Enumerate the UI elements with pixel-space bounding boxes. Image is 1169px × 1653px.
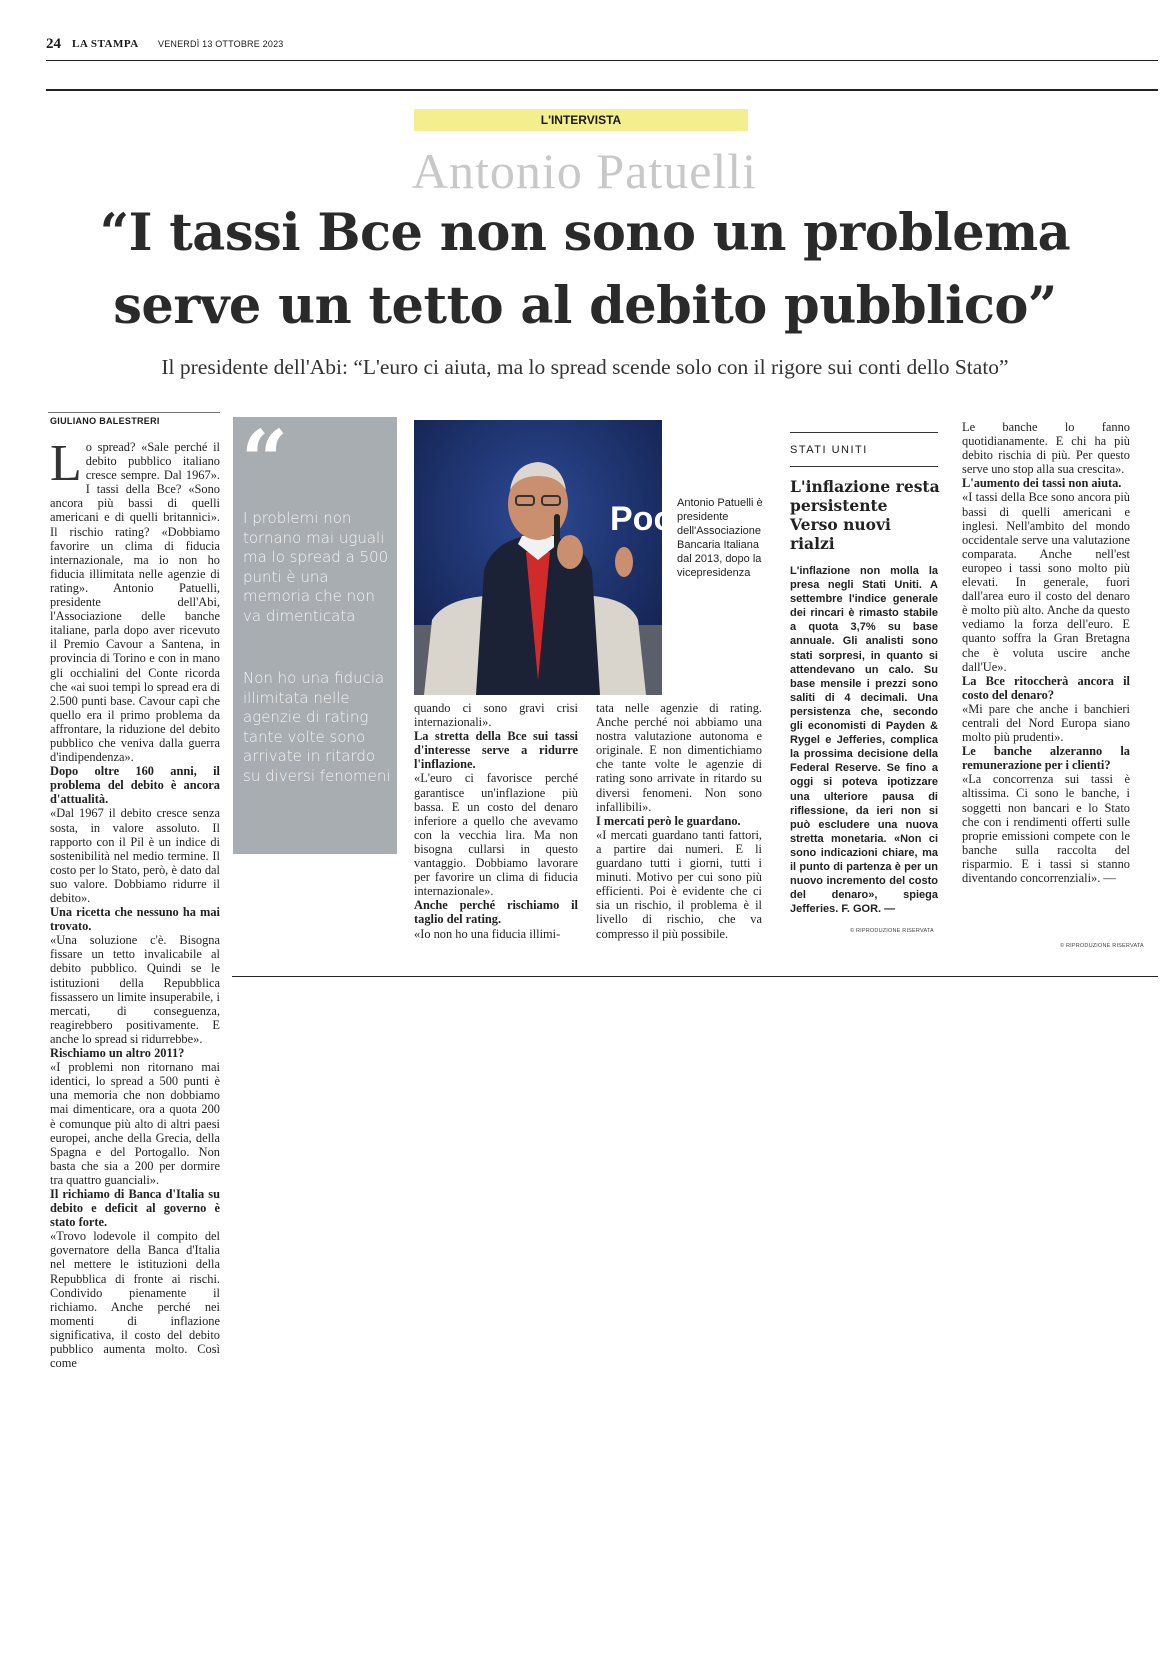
interview-answer: «I mercati guardano tanti fattori, a partire dai numeri. E li guardano tutti i giorni, tutti i minuti. Motivo per cui sono più efficienti. Poi è evidente che ci sia un rischio, il problema è il livello di rischio, che va compresso il più possibile. — [596, 827, 762, 941]
issue-date: VENERDÌ 13 OTTOBRE 2023 — [158, 39, 284, 49]
interview-answer: o spread? «Sale perché il debito pubblico italiano cresce sempre. Dal 1967». I tassi della Bce? «Sono ancora più bassi di quelli americani e di quelli britannici». Il rischio rating? «Dobbiamo favorire un clima di fiducia internazionale, ma io non ho fiducia illimitata nelle agenzie di rating». Antonio Patuelli, presidente dell'Abi, l'Associazione delle banche italiane, parla dopo aver ricevuto il Premio Cavour a Santena, in provincia di Torino e con in mano gli occhialini del Conte ricorda che «ai suoi tempi lo spread era di 2.500 punti base. Cavour capì che quello era il primo problema da affrontare, la riduzione del debito pubblico che veniva dalla guerra d'indipendenza». — [50, 440, 220, 765]
pull-quote-1: I problemi non tornano mai uguali ma lo spread a 500 punti è una memoria che non va dimenticata — [243, 509, 389, 625]
interview-answer: «L'euro ci favorisce perché garantisce un'inflazione più bassa. E un costo del denaro inferiore a quello che avevamo con la vecchia lira. Ma non bisogna cullarsi in questo vantaggio. Dobbiamo lavorare per favorire un clima di fiducia internazionale». — [414, 771, 578, 899]
headline-line-1: “I tassi Bce non sono un problema — [99, 203, 1071, 263]
section-rule — [46, 89, 1158, 91]
article-bottom-rule — [232, 976, 1158, 977]
ghost-name: Antonio Patuelli — [411, 143, 758, 199]
interview-answer: «Io non ho una fiducia illimi- — [414, 926, 561, 941]
interview-question: Dopo oltre 160 anni, il problema del debito è ancora d'attualità. — [50, 764, 220, 807]
newspaper-brand: LA STAMPA — [72, 38, 139, 50]
subheadline: Il presidente dell'Abi: “L'euro ci aiuta, ma lo spread scende solo con il rigore sui conti dello Stato” — [161, 355, 1009, 379]
article-column-5 — [962, 420, 1130, 940]
sidebar-rule-top — [790, 432, 938, 433]
interview-answer: «La concorrenza sui tassi è altissima. Ci sono le banche, i soggetti non bancari e lo Stato che con i rendimenti offerti sulle proprie emissioni compete con le banche sulla raccolta del risparmio. E i tassi si stanno diventando concorrenziali». — — [962, 772, 1130, 885]
sidebar-title: L'inflazione resta persistente Verso nuovi rialzi — [790, 477, 940, 553]
interview-question: Rischiamo un altro 2011? — [50, 1046, 185, 1061]
interview-question: Una ricetta che nessuno ha mai trovato. — [50, 905, 220, 934]
pull-quote-2: Non ho una fiducia illimitata nelle agenzie di rating tante volte sono arrivate in ritardo su diversi fenomeni — [243, 669, 391, 785]
article-column-3 — [596, 701, 762, 941]
interview-answer: «Una soluzione c'è. Bisogna fissare un tetto invalicabile al debito pubblico. Quindi se le istituzioni della Repubblica fissassero un limite insuperabile, i mercati, di conseguenza, reagirebbero positivamente. E anche lo spread si ridurrebbe». — [50, 933, 220, 1046]
headline-line-2: serve un tetto al debito pubblico” — [113, 276, 1057, 336]
portrait-photo — [414, 420, 675, 695]
page-number: 24 — [46, 36, 61, 52]
sidebar-rule-tag — [790, 466, 938, 467]
svg-text:Poo: Poo — [610, 500, 675, 538]
open-quote-icon: “ — [241, 413, 289, 509]
interview-answer: Le banche lo fanno quotidianamente. E chi ha più debito rischia di più. Per questo serve uno stop alla sua crescita». — [962, 420, 1130, 477]
interview-answer: tata nelle agenzie di rating. Anche perché noi abbiamo una nostra valutazione autonoma e originale. E non dimentichiamo che tante volte le agenzie di rating sono arrivate in ritardo su diversi fenomeni. Non sono infallibili». — [596, 701, 762, 814]
article-rights: © RIPRODUZIONE RISERVATA — [1060, 943, 1144, 949]
interview-question: I mercati però le guardano. — [596, 813, 741, 828]
interview-answer: quando ci sono gravi crisi internazionali». — [414, 701, 578, 730]
sidebar-tag: STATI UNITI — [790, 444, 868, 456]
portrait-illustration — [414, 420, 675, 695]
byline-rule — [48, 412, 220, 413]
page-header — [46, 36, 1158, 58]
sidebar-body: L'inflazione non molla la presa negli Stati Uniti. A settembre l'indice generale dei rincari è rimasto stabile a quota 3,7% su base annuale. Gli analisti sono stati sorpresi, in quanto si attendevano un calo. Su base mensile i prezzi sono saliti di 4 decimali. Una persistenza che, secondo gli economisti di Payden & Rygel e Jefferies, complica la prossima decisione della Federal Reserve. Se fino a oggi si poteva ipotizzare una ulteriore pausa di riflessione, da ieri non si può escludere una nuova stretta monetaria. «Non ci sono indicazioni chiare, ma il punto di partenza è per un nuovo incremento del costo del denaro», spiega Jefferies. F. GOR. — — [790, 565, 938, 916]
headline — [40, 197, 1130, 343]
interview-answer: «I tassi della Bce sono ancora più bassi di quelli americani e inglesi. Nell'ambito del mondo occidentale serve una valutazione comparata. Anche nell'est europeo i tassi sono molto più elevati. In generale, fuori dall'area euro il costo del denaro è molto più alto. Anche da questo vediamo la forza dell'euro. E quanto soffra la Gran Bretagna che è voluta uscire anche dall'Ue». — [962, 490, 1130, 674]
interview-answer: «Trovo lodevole il compito del governatore della Banca d'Italia nel mettere le istituzioni della Repubblica di fronte ai rischi. Condivido pienamente il richiamo. Anche perché nei momenti di inflazione significativa, il costo del debito pubblico aumenta molto. Così come — [50, 1229, 220, 1371]
interview-answer: «Mi pare che anche i banchieri centrali del Nord Europa siano molto più prudenti». — [962, 701, 1130, 745]
article-column-2 — [414, 701, 578, 941]
sidebar-rights: © RIPRODUZIONE RISERVATA — [850, 928, 934, 934]
header-rule — [46, 60, 1158, 61]
interview-question: Anche perché rischiamo il taglio del rating. — [414, 898, 578, 927]
interview-question: L'aumento dei tassi non aiuta. — [962, 476, 1122, 491]
photo-caption: Antonio Patuelli è presidente dell'Associazione Bancaria Italiana dal 2013, dopo la vicepresidenza — [677, 497, 763, 579]
interview-question: La Bce ritoccherà ancora il costo del denaro? — [962, 673, 1130, 702]
interview-answer: «Dal 1967 il debito cresce senza sosta, in valore assoluto. Il rapporto con il Pil è un indice di sostenibilità nel medio termine. Il costo per lo Stato, però, è dato dal suo valore. Dobbiamo ridurre il debito». — [50, 806, 220, 905]
interview-question: La stretta della Bce sui tassi d'interesse serve a ridurre l'inflazione. — [414, 729, 578, 772]
byline: GIULIANO BALESTRERI — [50, 416, 160, 426]
interview-question: Il richiamo di Banca d'Italia su debito e deficit al governo è stato forte. — [50, 1186, 220, 1230]
dropcap: L — [50, 435, 82, 492]
interview-question: Le banche alzeranno la remunerazione per i clienti? — [962, 744, 1130, 773]
kicker-label: L'INTERVISTA — [414, 109, 748, 131]
interview-answer: «I problemi non ritornano mai identici, lo spread a 500 punti è una memoria che non dobbiamo mai dimenticare, ora a quota 200 è comunque più alto di altri paesi europei, anche della Grecia, della Spagna e del Portogallo. Non basta che sia a 200 per dormire tra quattro guanciali». — [50, 1060, 220, 1187]
article-column-1 — [50, 435, 220, 1460]
pull-quote-box — [233, 413, 397, 854]
